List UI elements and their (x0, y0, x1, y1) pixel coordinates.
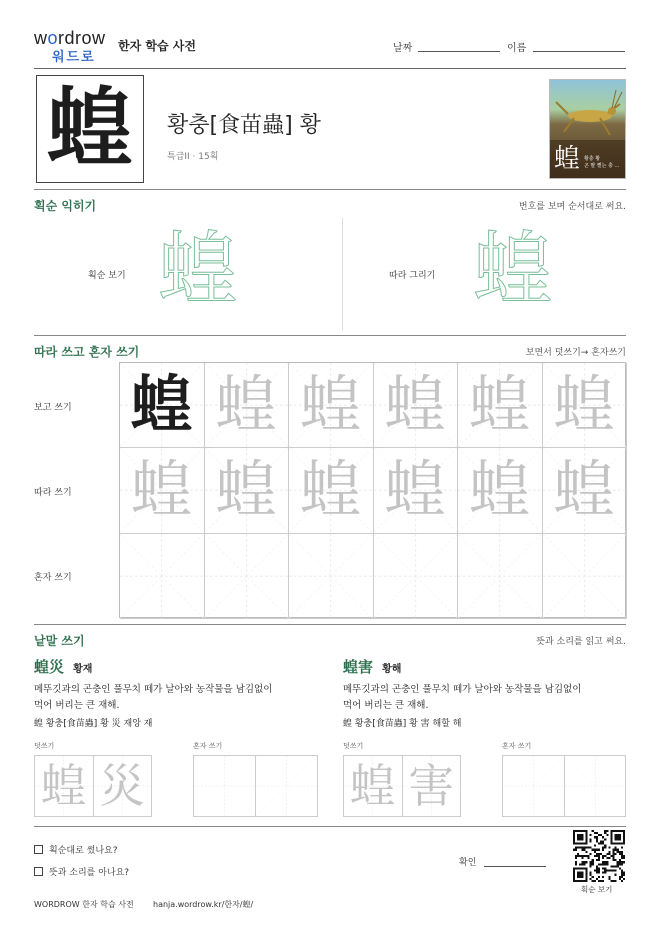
practice-cell[interactable] (120, 534, 205, 619)
vocab-word-2-meaning: 메뚜깃과의 곤충인 풀무치 떼가 날아와 농작물을 남김없이 먹어 버리는 큰 재해. (343, 684, 582, 711)
practice-character: 蝗 (299, 453, 362, 527)
vocab-word-2-trace-box[interactable] (343, 755, 461, 817)
confirm-signature-field[interactable] (484, 866, 546, 867)
stroke-order-diagram[interactable]: 蝗 (158, 223, 238, 316)
locust-illustration (549, 79, 626, 179)
practice-cell[interactable] (120, 363, 205, 448)
vocab-word-1-header (34, 656, 92, 677)
checklist-item-meaning[interactable]: 뜻과 소리를 아나요? (34, 865, 129, 878)
vocab-word-1-reading: 황재 (73, 664, 93, 675)
divider (34, 826, 626, 827)
practice-cell[interactable] (458, 363, 543, 448)
qr-code[interactable] (573, 830, 625, 882)
vocab-word-1-trace-box[interactable] (34, 755, 152, 817)
practice-cell[interactable] (543, 448, 628, 533)
trace-label: 따라 그리기 (389, 271, 436, 281)
practice-cell[interactable] (289, 363, 374, 448)
footer-url[interactable]: hanja.wordrow.kr/한자/蝗/ (153, 900, 254, 909)
name-field[interactable] (533, 51, 625, 52)
practice-cell[interactable] (458, 448, 543, 533)
practice-character: 蝗 (215, 368, 278, 442)
date-field[interactable] (418, 51, 500, 52)
vocab-word-1-self-label: 혼자 쓰기 (193, 742, 223, 750)
vocab-word-1-trace-label: 덧쓰기 (34, 742, 55, 750)
practice-character: 蝗 (468, 368, 531, 442)
section-title-stroke-order: 획순 익히기 (34, 199, 97, 213)
character-meaning-title: 황충[食苗蟲] 황 (167, 113, 321, 138)
main-character: 蝗 (47, 78, 133, 179)
section-title-vocab: 낱말 쓰기 (34, 634, 85, 648)
trace-cell[interactable]: 蝗 (35, 756, 94, 816)
practice-cell[interactable] (120, 448, 205, 533)
practice-cell[interactable] (205, 448, 290, 533)
date-label: 날짜 (393, 43, 413, 54)
divider (34, 335, 626, 336)
practice-character: 蝗 (553, 368, 616, 442)
qr-code-icon (573, 830, 625, 882)
name-label: 이름 (507, 43, 527, 54)
trace-cell[interactable]: 災 (94, 756, 152, 816)
practice-character: 蝗 (215, 453, 278, 527)
trace-diagram[interactable]: 蝗 (473, 223, 553, 316)
practice-cell[interactable] (458, 534, 543, 619)
row-label-self: 혼자 쓰기 (34, 573, 72, 583)
practice-character: 蝗 (130, 453, 193, 527)
vocab-word-2-header (343, 656, 401, 677)
practice-character: 蝗 (384, 453, 447, 527)
main-character-box (36, 75, 144, 183)
practice-character: 蝗 (553, 453, 616, 527)
footer-brand: WORDROW 한자 학습 사전 (34, 900, 134, 909)
vocab-word-1-parts: 蝗 황충[食苗蟲] 황 災 재앙 재 (34, 719, 153, 729)
divider (34, 68, 626, 69)
character-grade-strokes: 특급II · 15획 (167, 152, 219, 162)
practice-grid (119, 362, 626, 618)
vocab-word-2-parts: 蝗 황충[食苗蟲] 황 害 해할 해 (343, 719, 462, 729)
practice-character: 蝗 (299, 368, 362, 442)
practice-cell[interactable] (374, 448, 459, 533)
vocab-word-1-meaning: 메뚜깃과의 곤충인 풀무치 떼가 날아와 농작물을 남김없이 먹어 버리는 큰 재해. (34, 684, 273, 711)
vocab-word-2-hanja: 蝗害 (343, 658, 374, 676)
vocab-word-1-hanja: 蝗災 (34, 658, 65, 676)
section-hint-vocab: 뜻과 소리를 읽고 써요. (536, 637, 626, 647)
thumb-character: 蝗 (554, 144, 581, 174)
document-title: 한자 학습 사전 (118, 39, 196, 53)
qr-label: 획순 보기 (581, 885, 613, 894)
trace-cell[interactable]: 蝗 (344, 756, 403, 816)
vocab-word-2-self-box[interactable] (502, 755, 626, 817)
vocab-word-2-self-label: 혼자 쓰기 (502, 742, 532, 750)
logo-wordmark: wordrow (34, 28, 106, 48)
checkbox[interactable] (34, 867, 43, 876)
self-cell[interactable] (503, 756, 565, 816)
practice-character: 蝗 (468, 453, 531, 527)
vocab-word-2-reading: 황해 (382, 664, 402, 675)
practice-cell[interactable] (543, 534, 628, 619)
confirm-label: 확인 (459, 858, 477, 868)
row-label-view: 보고 쓰기 (34, 403, 72, 413)
practice-cell[interactable] (374, 363, 459, 448)
trace-cell[interactable]: 害 (403, 756, 461, 816)
checkbox[interactable] (34, 845, 43, 854)
self-cell[interactable] (256, 756, 317, 816)
checklist-item-stroke-order[interactable]: 획순대로 썼나요? (34, 843, 118, 856)
practice-cell[interactable] (289, 534, 374, 619)
self-cell[interactable] (565, 756, 626, 816)
practice-cell[interactable] (543, 363, 628, 448)
practice-cell[interactable] (205, 363, 290, 448)
vocab-word-1-self-box[interactable] (193, 755, 318, 817)
stroke-view-label: 획순 보기 (88, 271, 126, 281)
section-hint-practice: 보면서 덧쓰기→ 혼자쓰기 (525, 348, 626, 358)
divider (34, 189, 626, 190)
vocab-word-2-trace-label: 덧쓰기 (343, 742, 364, 750)
logo-korean: 워드로 (52, 50, 96, 65)
practice-cell[interactable] (374, 534, 459, 619)
practice-character: 蝗 (384, 368, 447, 442)
section-title-practice: 따라 쓰고 혼자 쓰기 (34, 345, 140, 359)
thumb-caption: 황충 황 곤 팔 뻗는 충 ... (584, 156, 620, 169)
row-label-trace: 따라 쓰기 (34, 488, 72, 498)
practice-cell[interactable] (289, 448, 374, 533)
practice-cell[interactable] (205, 534, 290, 619)
self-cell[interactable] (194, 756, 256, 816)
divider (342, 218, 343, 330)
practice-character: 蝗 (130, 368, 193, 442)
divider (34, 624, 626, 625)
section-hint-stroke-order: 번호를 보며 순서대로 써요. (518, 202, 626, 212)
